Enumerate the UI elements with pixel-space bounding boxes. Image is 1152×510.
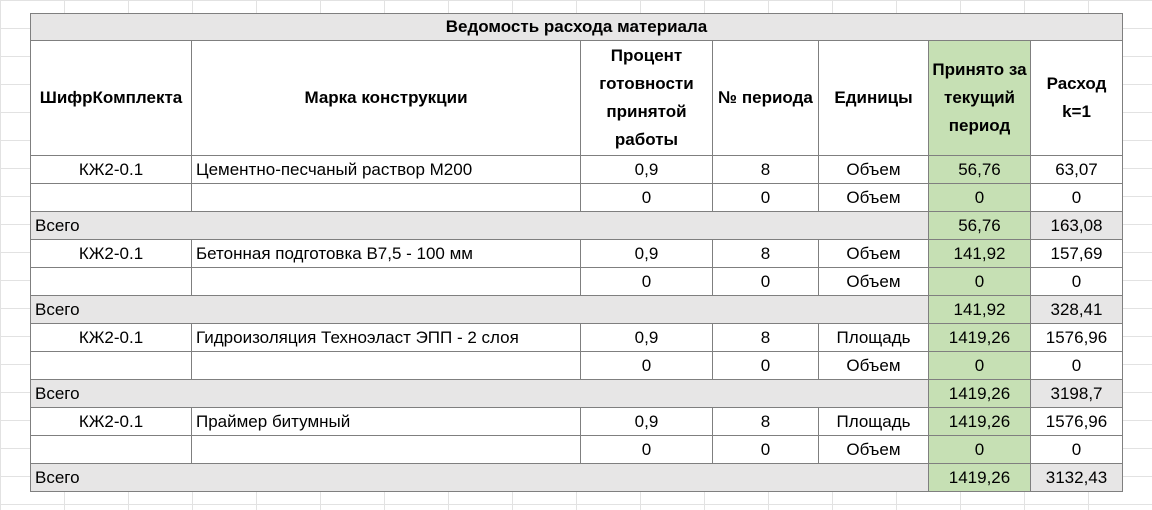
percent-cell[interactable]: 0,9 <box>581 240 713 268</box>
units-cell[interactable]: Объем <box>819 156 929 184</box>
total-row <box>31 464 1123 492</box>
period-cell[interactable]: 8 <box>713 324 819 352</box>
code-cell[interactable] <box>31 352 192 380</box>
mark-cell[interactable] <box>192 268 581 296</box>
table-title-row <box>31 14 1123 41</box>
table-row <box>31 240 1123 268</box>
units-cell[interactable]: Площадь <box>819 324 929 352</box>
total-row <box>31 296 1123 324</box>
percent-cell[interactable]: 0 <box>581 268 713 296</box>
mark-cell[interactable]: Цементно-песчаный раствор М200 <box>192 156 581 184</box>
total-label-cell[interactable]: Всего <box>31 464 929 492</box>
period-cell[interactable]: 0 <box>713 268 819 296</box>
accepted-cell[interactable]: 56,76 <box>929 156 1031 184</box>
total-row <box>31 380 1123 408</box>
percent-cell[interactable]: 0 <box>581 184 713 212</box>
consumption-cell[interactable]: 0 <box>1031 184 1123 212</box>
units-cell[interactable]: Объем <box>819 240 929 268</box>
consumption-cell[interactable]: 1576,96 <box>1031 324 1123 352</box>
accepted-cell[interactable]: 141,92 <box>929 240 1031 268</box>
accepted-cell[interactable]: 1419,26 <box>929 464 1031 492</box>
period-cell[interactable]: 8 <box>713 156 819 184</box>
mark-cell[interactable]: Бетонная подготовка В7,5 - 100 мм <box>192 240 581 268</box>
period-cell[interactable]: 0 <box>713 184 819 212</box>
table-row <box>31 156 1123 184</box>
units-cell[interactable]: Объем <box>819 268 929 296</box>
header-units[interactable]: Единицы <box>819 41 929 156</box>
units-cell[interactable]: Объем <box>819 352 929 380</box>
accepted-cell[interactable]: 0 <box>929 352 1031 380</box>
consumption-cell[interactable]: 3132,43 <box>1031 464 1123 492</box>
header-consumption[interactable]: Расход k=1 <box>1031 41 1123 156</box>
accepted-cell[interactable]: 56,76 <box>929 212 1031 240</box>
consumption-cell[interactable]: 63,07 <box>1031 156 1123 184</box>
total-label-cell[interactable]: Всего <box>31 296 929 324</box>
mark-cell[interactable] <box>192 352 581 380</box>
percent-cell[interactable]: 0 <box>581 436 713 464</box>
accepted-cell[interactable]: 0 <box>929 268 1031 296</box>
consumption-cell[interactable]: 3198,7 <box>1031 380 1123 408</box>
period-cell[interactable]: 8 <box>713 408 819 436</box>
code-cell[interactable]: КЖ2-0.1 <box>31 324 192 352</box>
accepted-cell[interactable]: 0 <box>929 184 1031 212</box>
consumption-cell[interactable]: 1576,96 <box>1031 408 1123 436</box>
table-title[interactable]: Ведомость расхода материала <box>31 14 1123 41</box>
consumption-cell[interactable]: 0 <box>1031 268 1123 296</box>
table-row <box>31 184 1123 212</box>
percent-cell[interactable]: 0,9 <box>581 324 713 352</box>
consumption-cell[interactable]: 0 <box>1031 352 1123 380</box>
consumption-cell[interactable]: 328,41 <box>1031 296 1123 324</box>
period-cell[interactable]: 8 <box>713 240 819 268</box>
total-label-cell[interactable]: Всего <box>31 380 929 408</box>
code-cell[interactable] <box>31 436 192 464</box>
table-row <box>31 352 1123 380</box>
total-row <box>31 212 1123 240</box>
header-accepted[interactable]: Принято за текущий период <box>929 41 1031 156</box>
mark-cell[interactable] <box>192 184 581 212</box>
code-cell[interactable] <box>31 184 192 212</box>
header-percent[interactable]: Процент готовности принятой работы <box>581 41 713 156</box>
accepted-cell[interactable]: 1419,26 <box>929 380 1031 408</box>
percent-cell[interactable]: 0 <box>581 352 713 380</box>
table-row <box>31 268 1123 296</box>
percent-cell[interactable]: 0,9 <box>581 408 713 436</box>
mark-cell[interactable]: Праймер битумный <box>192 408 581 436</box>
total-label-cell[interactable]: Всего <box>31 212 929 240</box>
table-row <box>31 324 1123 352</box>
consumption-cell[interactable]: 0 <box>1031 436 1123 464</box>
accepted-cell[interactable]: 141,92 <box>929 296 1031 324</box>
percent-cell[interactable]: 0,9 <box>581 156 713 184</box>
accepted-cell[interactable]: 1419,26 <box>929 408 1031 436</box>
header-period[interactable]: № периода <box>713 41 819 156</box>
material-consumption-table <box>30 13 1123 492</box>
header-code[interactable]: ШифрКомплекта <box>31 41 192 156</box>
table-row <box>31 408 1123 436</box>
header-row <box>31 41 1123 156</box>
code-cell[interactable]: КЖ2-0.1 <box>31 408 192 436</box>
accepted-cell[interactable]: 0 <box>929 436 1031 464</box>
units-cell[interactable]: Объем <box>819 184 929 212</box>
header-mark[interactable]: Марка конструкции <box>192 41 581 156</box>
accepted-cell[interactable]: 1419,26 <box>929 324 1031 352</box>
table-row <box>31 436 1123 464</box>
code-cell[interactable]: КЖ2-0.1 <box>31 156 192 184</box>
mark-cell[interactable] <box>192 436 581 464</box>
consumption-cell[interactable]: 157,69 <box>1031 240 1123 268</box>
code-cell[interactable]: КЖ2-0.1 <box>31 240 192 268</box>
mark-cell[interactable]: Гидроизоляция Техноэласт ЭПП - 2 слоя <box>192 324 581 352</box>
period-cell[interactable]: 0 <box>713 436 819 464</box>
units-cell[interactable]: Площадь <box>819 408 929 436</box>
units-cell[interactable]: Объем <box>819 436 929 464</box>
code-cell[interactable] <box>31 268 192 296</box>
period-cell[interactable]: 0 <box>713 352 819 380</box>
consumption-cell[interactable]: 163,08 <box>1031 212 1123 240</box>
